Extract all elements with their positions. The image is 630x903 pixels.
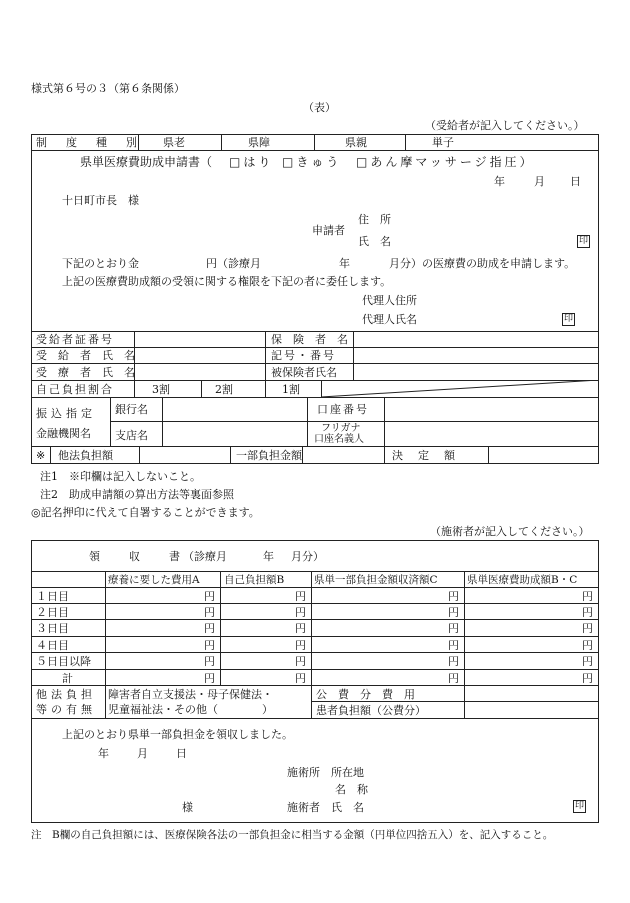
check-hari[interactable]: □はり <box>229 155 274 169</box>
partial-amount-label: 一部負担金額 <box>236 449 302 462</box>
ratio-2[interactable]: 2割 <box>215 383 233 396</box>
received-statement: 上記のとおり県単一部負担金を領収しました。 <box>62 728 293 741</box>
yen-unit: 円 <box>582 606 593 619</box>
agent-address-label: 代理人住所 <box>362 294 417 307</box>
ratio-diagonal <box>321 380 599 397</box>
account-holder-label: 口座名義人 <box>314 434 364 445</box>
col-received-c: 県単一部負担金額収済額C <box>314 574 438 586</box>
footer-note: 注 B欄の自己負担額には、医療保険各法の一部負担金に相当する金額（円単位四捨五入）を、記入すること。 <box>31 829 554 841</box>
insurer-name-label: 保 険 者 名 <box>271 333 348 346</box>
receipt-month-prefix: （診療月 <box>183 550 227 563</box>
category-tanshi[interactable]: 単子 <box>432 136 454 149</box>
yen-unit: 円 <box>448 639 459 652</box>
address-label: 住 所 <box>358 213 391 226</box>
row-day-5-plus: ５日目以降 <box>36 655 91 668</box>
yen-unit: 円 <box>295 606 306 619</box>
furigana-label: フリガナ <box>321 423 361 434</box>
yen-unit: 円 <box>204 672 215 685</box>
bank-label-2: 金融機関名 <box>36 427 91 440</box>
applicant-label: 申請者 <box>312 224 345 237</box>
row-total: 計 <box>62 672 73 685</box>
form-number: 様式第６号の３（第６条関係） <box>31 82 185 95</box>
note-3: ◎記名押印に代えて自署することができます。 <box>31 506 260 519</box>
col-copay-b: 自己負担額B <box>224 574 285 586</box>
yen-unit: 円 <box>582 622 593 635</box>
yen-unit: 円 <box>295 622 306 635</box>
bank-label-1: 振込指定 <box>36 407 96 420</box>
side-label: （表） <box>303 101 336 114</box>
yen-unit: 円 <box>448 606 459 619</box>
law-text-2: 児童福祉法・その他（ ） <box>108 703 273 716</box>
ratio-1[interactable]: 1割 <box>282 383 300 396</box>
decision-amount-label: 決 定 額 <box>392 449 457 462</box>
yen-unit: 円 <box>448 590 459 603</box>
check-anma[interactable]: □あん摩マッサージ指圧） <box>356 155 535 169</box>
beneficiary-name-label: 受 療 者 氏 名 <box>36 366 135 379</box>
receipt-year: 年 <box>98 747 109 760</box>
date-day: 日 <box>570 175 581 188</box>
law-text-1: 障害者自立支援法・母子保健法・ <box>108 688 273 701</box>
insured-name-label: 被保険者氏名 <box>271 366 337 379</box>
yen-unit: 円 <box>582 655 593 668</box>
applicant-seal-icon: 印 <box>578 236 588 246</box>
yen-unit: 円 <box>204 606 215 619</box>
category-kenshou[interactable]: 県障 <box>248 136 270 149</box>
category-kenrou[interactable]: 県老 <box>163 136 185 149</box>
facility-address-label: 施術所 所在地 <box>287 766 364 779</box>
yen-unit: 円 <box>295 672 306 685</box>
agent-seal-icon: 印 <box>563 314 573 324</box>
addressee: 十日町市長 様 <box>62 194 139 207</box>
symbol-number-label: 記号・番号 <box>271 349 336 362</box>
yen-month-label: 円（診療月 <box>206 257 261 270</box>
receipt-day: 日 <box>176 747 187 760</box>
receipt-title: 領 収 書 <box>89 550 189 563</box>
check-kyuu[interactable]: □きゅう <box>282 155 342 169</box>
sama-label: 様 <box>182 801 193 814</box>
yen-unit: 円 <box>582 639 593 652</box>
ratio-3[interactable]: 3割 <box>152 383 170 396</box>
practitioner-name-label: 施術者 氏 名 <box>287 801 364 814</box>
yen-unit: 円 <box>295 590 306 603</box>
copay-ratio-label: 自己負担割合 <box>36 383 114 396</box>
yen-unit: 円 <box>295 639 306 652</box>
practitioner-seal-icon: 印 <box>574 801 584 811</box>
row-day-3: ３日目 <box>36 622 69 635</box>
note-1: 注1 ※印欄は記入しないこと。 <box>40 470 201 483</box>
yen-unit: 円 <box>448 655 459 668</box>
yen-unit: 円 <box>448 622 459 635</box>
name-label: 氏 名 <box>358 235 391 248</box>
category-kenshin[interactable]: 県親 <box>345 136 367 149</box>
row-day-4: ４日目 <box>36 639 69 652</box>
yen-unit: 円 <box>204 655 215 668</box>
date-month: 月 <box>534 175 545 188</box>
branch-name-label: 支店名 <box>115 429 148 442</box>
year-label: 年 <box>339 257 350 270</box>
facility-name-label: 名 称 <box>335 783 368 796</box>
yen-unit: 円 <box>582 672 593 685</box>
other-law-label-1: 他法負担 <box>36 688 96 701</box>
yen-unit: 円 <box>582 590 593 603</box>
delegation-statement: 上記の医療費助成額の受領に関する権限を下記の者に委任します。 <box>62 275 392 288</box>
patient-burden-label: 患者負担額（公費分） <box>316 704 426 717</box>
category-label: 制 度 種 別 <box>36 136 141 149</box>
row-day-2: ２日目 <box>36 606 69 619</box>
yen-unit: 円 <box>295 655 306 668</box>
other-law-amount-label: 他法負担額 <box>58 449 113 462</box>
account-number-label: 口座番号 <box>317 403 369 416</box>
agent-name-label: 代理人氏名 <box>362 313 417 326</box>
yen-unit: 円 <box>204 622 215 635</box>
office-mark: ※ <box>36 449 46 462</box>
receipt-month-suffix: 月分） <box>291 550 324 563</box>
practitioner-note: （施術者が記入してください。） <box>430 525 590 538</box>
application-statement: 月分）の医療費の助成を申請します。 <box>389 257 576 270</box>
date-year: 年 <box>494 175 505 188</box>
amount-label: 下記のとおり金 <box>62 257 139 270</box>
row-day-1: １日目 <box>36 590 69 603</box>
cert-number-label: 受給者証番号 <box>36 333 114 346</box>
other-law-label-2: 等の有無 <box>36 703 96 716</box>
application-title: 県単医療費助成申請書（ <box>80 155 213 169</box>
yen-unit: 円 <box>204 590 215 603</box>
receipt-month-year: 年 <box>263 550 274 563</box>
col-subsidy-bc: 県単医療費助成額B・C <box>467 574 578 586</box>
receipt-month: 月 <box>137 747 148 760</box>
public-expense-label: 公 費 分 費 用 <box>316 688 415 701</box>
recipient-note: （受給者が記入してください。） <box>425 119 585 132</box>
note-2: 注2 助成申請額の算出方法等裏面参照 <box>40 488 234 501</box>
col-cost-a: 療養に要した費用A <box>108 574 200 586</box>
bank-name-label: 銀行名 <box>115 403 148 416</box>
recipient-name-label: 受 給 者 氏 名 <box>36 349 135 362</box>
yen-unit: 円 <box>448 672 459 685</box>
yen-unit: 円 <box>204 639 215 652</box>
